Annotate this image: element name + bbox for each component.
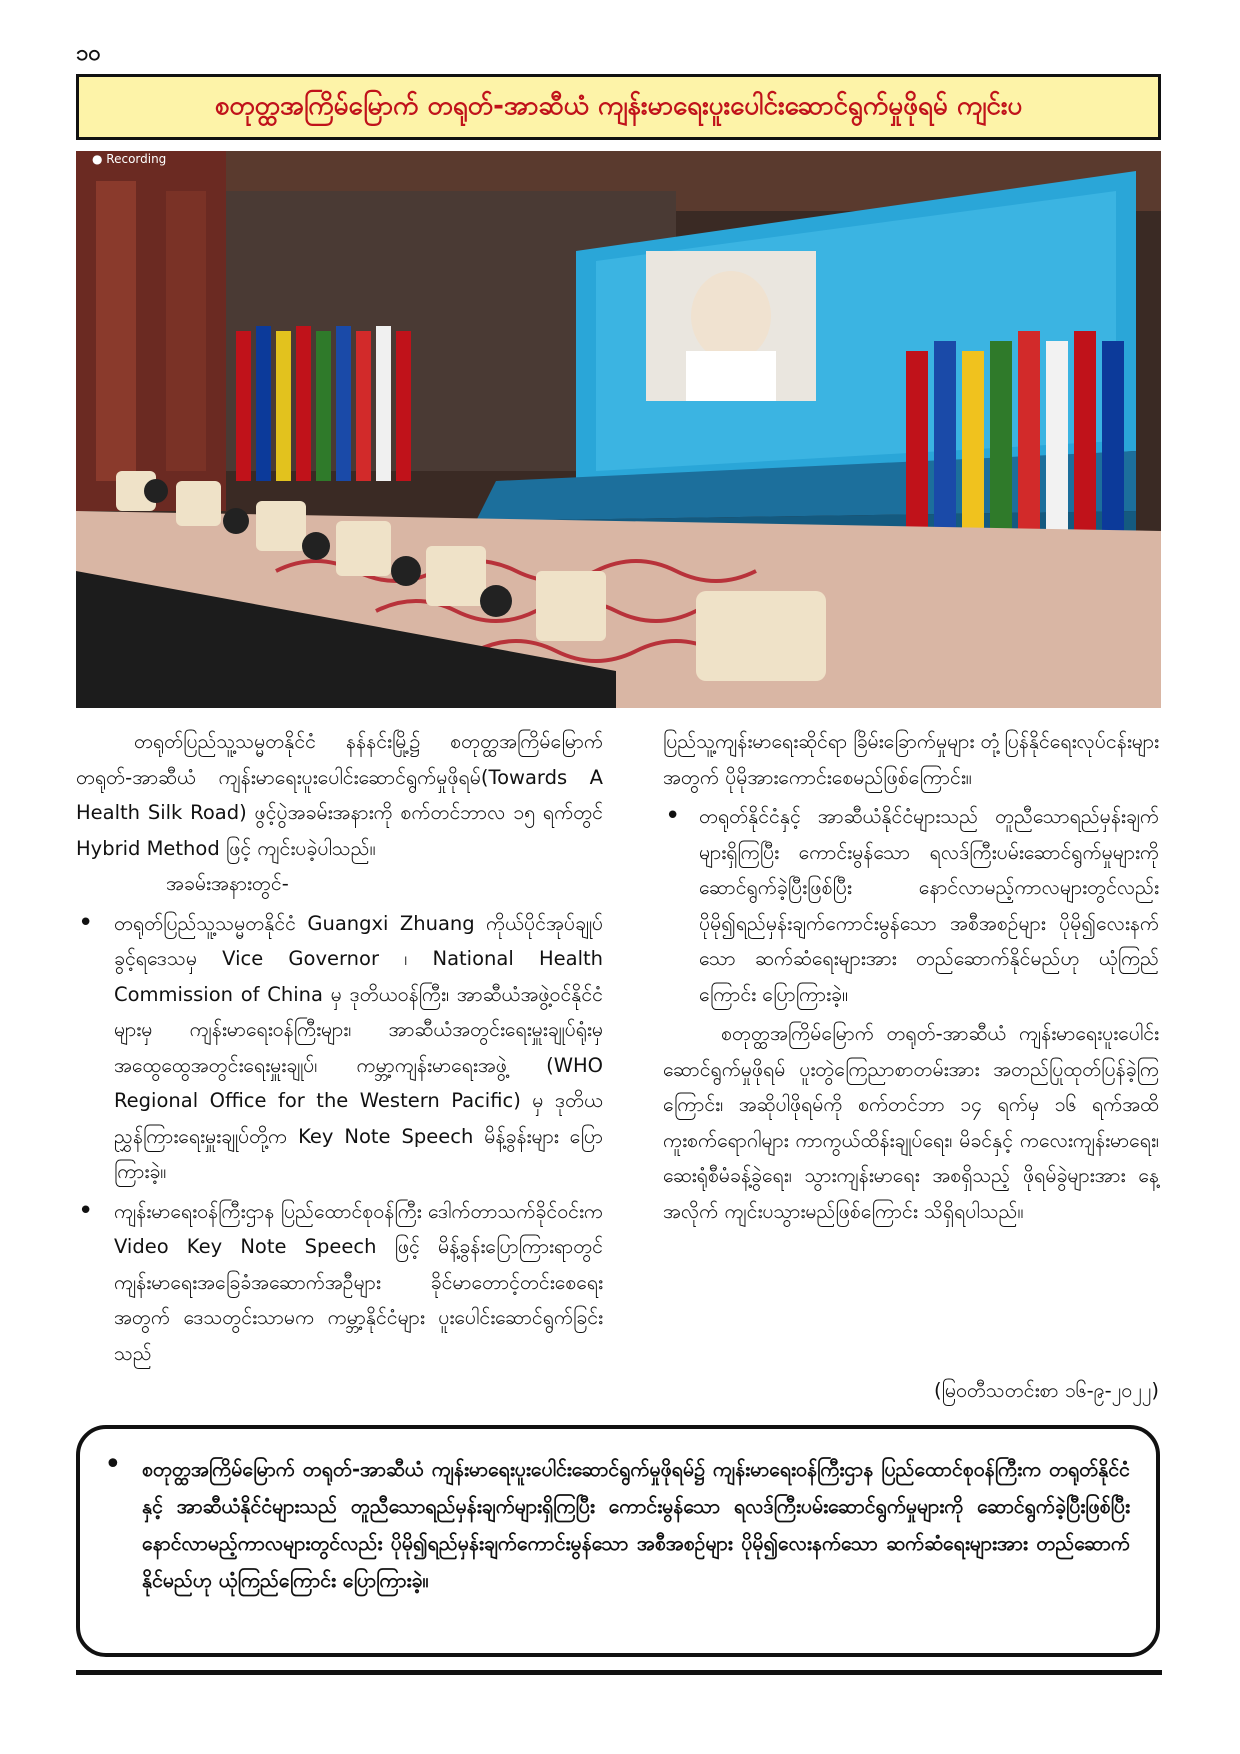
bullet-item	[76, 1194, 603, 1372]
page-number: ၁၀	[76, 41, 101, 66]
bullet-icon: •	[665, 801, 681, 831]
bullet-icon: •	[104, 1447, 122, 1482]
headline-box	[76, 74, 1161, 140]
bullet-item	[76, 906, 603, 1190]
right-column	[663, 724, 1159, 1229]
source-citation: (မြဝတီသတင်းစာ ၁၆-၉-၂၀၂၂)	[933, 1379, 1159, 1402]
bullet-item	[663, 799, 1159, 1012]
bullet-icon: •	[78, 1195, 94, 1226]
bullet-text: ကျန်းမာရေးဝန်ကြီးဌာန ပြည်ထောင်စုဝန်ကြီး ဒေါက်တာသက်ခိုင်ဝင်းက Video Key Note Speech ဖြင့် မိန့်ခွန်းပြောကြားရာတွင် ကျန်းမာရေးအခြေခံအဆောက်အဦများ ခိုင်မာတောင့်တင်းစေရေးအတွက် ဒေသတွင်းသာမက ကမ္ဘာ့နိုင်ငံများ ပူးပေါင်းဆောင်ရွက်ခြင်းသည်	[114, 1199, 603, 1365]
summary-text: စတုတ္ထအကြိမ်မြောက် တရုတ်-အာဆီယံ ကျန်းမာရေးပူးပေါင်းဆောင်ရွက်မှုဖိုရမ်၌ ကျန်းမာရေးဝန်ကြီးဌာန ပြည်ထောင်စုဝန်ကြီးက တရုတ်နိုင်ငံနှင့် အာဆီယံနိုင်ငံများသည် တူညီသောရည်မှန်းချက်များရှိကြပြီး ကောင်းမွန်သော ရလဒ်ကြီးပမ်းဆောင်ရွက်မှုများကို ဆောင်ရွက်ခဲ့ပြီးဖြစ်ပြီး နောင်လာမည့်ကာလများတွင်လည်း ပိုမို၍ရည်မှန်းချက်ကောင်းမွန်သော အစီအစဉ်များ ပိုမို၍လေးနက်သော ဆက်ဆံရေးများအား တည်ဆောက်နိုင်မည်ဟု ယုံကြည်ကြောင်း ပြောကြားခဲ့။	[142, 1458, 1130, 1592]
recording-label: ● Recording	[92, 152, 167, 166]
intro-paragraph: တရုတ်ပြည်သူ့သမ္မတနိုင်ငံ နန်နင်းမြို့၌ စတုတ္ထအကြိမ်မြောက် တရုတ်-အာဆီယံ ကျန်းမာရေးပူးပေါင်းဆောင်ရွက်မှုဖိုရမ်(Towards A Health Silk Road) ဖွင့်ပွဲအခမ်းအနားကို စက်တင်ဘာလ ၁၅ ရက်တွင် Hybrid Method ဖြင့် ကျင်းပခဲ့ပါသည်။	[76, 730, 603, 860]
headline: စတုတ္ထအကြိမ်မြောက် တရုတ်-အာဆီယံ ကျန်းမာရေးပူးပေါင်းဆောင်ရွက်မှုဖိုရမ် ကျင်းပ	[214, 90, 1023, 121]
closing-paragraph: စတုတ္ထအကြိမ်မြောက် တရုတ်-အာဆီယံ ကျန်းမာရေးပူးပေါင်းဆောင်ရွက်မှုဖိုရမ် ပူးတွဲကြေညာစာတမ်းအား အတည်ပြုထုတ်ပြန်ခဲ့ကြကြောင်း၊ အဆိုပါဖိုရမ်ကို စက်တင်ဘာ ၁၄ ရက်မှ ၁၆ ရက်အထိ ကူးစက်ရောဂါများ ကာကွယ်ထိန်းချုပ်ရေး၊ မိခင်နှင့် ကလေးကျန်းမာရေး၊ ဆေးရုံစီမံခန့်ခွဲရေး၊ သွားကျန်းမာရေး အစရှိသည့် ဖိုရမ်ခွဲများအား နေ့အလိုက် ကျင်းပသွားမည်ဖြစ်ကြောင်း သိရှိရပါသည်။	[663, 1022, 1159, 1223]
bottom-rule	[76, 1670, 1162, 1675]
conference-photo	[76, 151, 1161, 708]
bullet-text: တရုတ်ပြည်သူ့သမ္မတနိုင်ငံ Guangxi Zhuang ကိုယ်ပိုင်အုပ်ချုပ်ခွင့်ရဒေသမှ Vice Governor ၊ National Health Commission of China မှ ဒုတိယဝန်ကြီး၊ အာဆီယံအဖွဲ့ဝင်နိုင်ငံများမှ ကျန်းမာရေးဝန်ကြီးများ၊ အာဆီယံအတွင်းရေးမှူးချုပ်ရုံးမှ အထွေထွေအတွင်းရေးမှူးချုပ်၊ ကမ္ဘာ့ကျန်းမာရေးအဖွဲ့ (WHO Regional Office for the Western Pacific) မှ ဒုတိယညွှန်ကြားရေးမှူးချုပ်တို့က Key Note Speech မိန့်ခွန်းများ ပြောကြားခဲ့။	[114, 911, 603, 1183]
continuation-paragraph: ပြည်သူ့ကျန်းမာရေးဆိုင်ရာ ခြိမ်းခြောက်မှုများ တုံ့ပြန်နိုင်ရေးလုပ်ငန်းများအတွက် ပိုမိုအားကောင်းစေမည်ဖြစ်ကြောင်း။	[663, 730, 1159, 789]
bullet-icon: •	[78, 907, 94, 938]
bullet-text: တရုတ်နိုင်ငံနှင့် အာဆီယံနိုင်ငံများသည် တူညီသောရည်မှန်းချက်များရှိကြပြီး ကောင်းမွန်သော ရလဒ်ကြီးပမ်းဆောင်ရွက်မှုများကို ဆောင်ရွက်ခဲ့ပြီးဖြစ်ပြီး နောင်လာမည့်ကာလများတွင်လည်း ပိုမို၍ရည်မှန်းချက်ကောင်းမွန်သော အစီအစဉ်များ ပိုမို၍လေးနက်သော ဆက်ဆံရေးများအား တည်ဆောက်နိုင်မည်ဟု ယုံကြည်ကြောင်း ပြောကြားခဲ့။	[699, 805, 1159, 1006]
summary-box	[76, 1425, 1160, 1657]
left-column	[76, 724, 603, 1375]
ceremony-subhead: အခမ်းအနားတွင်-	[166, 872, 289, 895]
